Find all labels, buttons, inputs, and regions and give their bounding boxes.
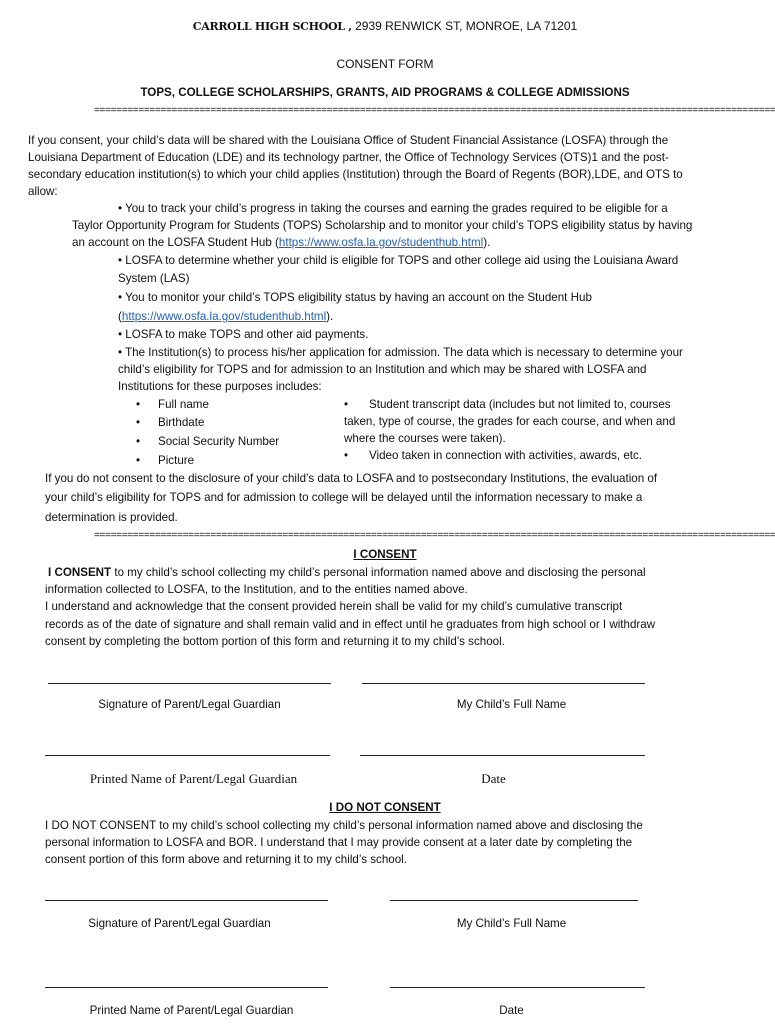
list-item: • (344, 398, 349, 411)
signature-line-child-name-2[interactable] (390, 900, 638, 901)
date-line[interactable] (360, 755, 645, 756)
bullet-losfa-determine-cont: System (LAS) (118, 272, 190, 285)
signature-label-parent-2: Signature of Parent/Legal Guardian (88, 917, 271, 930)
consent-line: I CONSENT to my child’s school collecting my child’s personal information named above and disclosing the personal (48, 566, 646, 579)
printed-name-line-2[interactable] (45, 987, 328, 988)
bullet-track-progress: • You to track your child’s progress in taking the courses and earning the grades required to be eligible for a (118, 202, 668, 215)
studenthub-link[interactable]: https://www.osfa.la.gov/studenthub.html (278, 236, 484, 249)
no-consent-line: personal information to LOSFA and BOR. I understand that I may provide consent at a later date by completing the (45, 836, 633, 849)
note-line: your child’s eligibility for TOPS and for admission to college will be delayed until the information necessary to make a (45, 491, 643, 504)
bullet-aid-payments: • LOSFA to make TOPS and other aid payments. (118, 328, 369, 341)
date-line-2[interactable] (390, 987, 645, 988)
consent-heading: I CONSENT (353, 548, 417, 561)
bullet-institution: • The Institution(s) to process his/her application for admission. The data which is necessary to determine your (118, 346, 683, 359)
signature-label-child-name: My Child’s Full Name (456, 698, 567, 711)
data-item-birthdate: Birthdate (158, 416, 205, 429)
consent-line: information collected to LOSFA, to the Institution, and to the entities named above. (45, 583, 468, 596)
separator-top: =========================================================================================================================== (94, 105, 775, 116)
intro-line: secondary education institution(s) to which your child applies (Institution) through the Board of Regents (BOR),LDE, and OTS to (28, 168, 683, 181)
intro-line: Louisiana Department of Education (LDE) and its technology partner, the Office of Technology Services (OTS)1 and the post- (28, 151, 669, 164)
data-item-transcript-cont: where the courses were taken). (344, 432, 506, 445)
separator-middle: =========================================================================================================================== (94, 530, 775, 541)
bullet-institution-cont: child’s eligibility for TOPS and for admission to an Institution and which may be shared with LOSFA and (118, 363, 647, 376)
signature-label-parent: Signature of Parent/Legal Guardian (98, 698, 281, 711)
bullet-track-progress-end: an account on the LOSFA Student Hub (https://www.osfa.la.gov/studenthub.html). (72, 236, 491, 249)
bullet-institution-cont: Institutions for these purposes includes: (118, 380, 322, 393)
consent-lead: I CONSENT (48, 566, 112, 579)
form-subtitle: TOPS, COLLEGE SCHOLARSHIPS, GRANTS, AID PROGRAMS & COLLEGE ADMISSIONS (140, 86, 630, 99)
note-line: determination is provided. (45, 511, 178, 524)
date-label-2: Date (499, 1004, 524, 1017)
bullet-track-progress-cont: Taylor Opportunity Program for Students (TOPS) Scholarship and to monitor your child’s TOPS eligibility status by having (72, 219, 693, 232)
data-item-transcript-cont: taken, type of course, the grades for each course, and when and (344, 415, 676, 428)
signature-line-parent-2[interactable] (45, 900, 328, 901)
bullet-monitor-status: • You to monitor your child’s TOPS eligibility status by having an account on the Student Hub (118, 291, 592, 304)
studenthub-link-2[interactable]: https://www.osfa.la.gov/studenthub.html (121, 310, 327, 323)
consent-line: consent by completing the bottom portion of this form and returning it to my child’s school. (45, 635, 505, 648)
data-item-full-name: Full name (158, 398, 209, 411)
intro-line: If you consent, your child’s data will be shared with the Louisiana Office of Student Financial Assistance (LOSFA) through the (28, 134, 669, 147)
data-item-picture: Picture (158, 454, 195, 467)
intro-line: allow: (28, 185, 58, 198)
data-item-ssn: Social Security Number (158, 435, 280, 448)
printed-name-line[interactable] (45, 755, 330, 756)
signature-line-child-name[interactable] (362, 683, 645, 684)
no-consent-line: I DO NOT CONSENT to my child’s school collecting my child’s personal information named above and disclosing the (45, 819, 643, 832)
printed-name-label-2: Printed Name of Parent/Legal Guardian (89, 1004, 294, 1017)
school-name: CARROLL HIGH SCHOOL , (192, 20, 352, 33)
list-item: • (136, 454, 141, 467)
school-header (0, 19, 770, 34)
printed-name-label: Printed Name of Parent/Legal Guardian (89, 771, 298, 786)
bullet-losfa-determine: • LOSFA to determine whether your child is eligible for TOPS and other college aid using the Louisiana Award (118, 254, 679, 267)
list-item: • (136, 416, 141, 429)
data-item-video: Video taken in connection with activities, awards, etc. (369, 449, 643, 462)
consent-line: records as of the date of signature and shall remain valid and in effect until he graduates from high school or I withdraw (45, 618, 656, 631)
school-address: 2939 RENWICK ST, MONROE, LA 71201 (351, 19, 578, 33)
data-item-transcript: Student transcript data (includes but not limited to, courses (369, 398, 671, 411)
signature-label-child-name-2: My Child’s Full Name (456, 917, 567, 930)
bullet-monitor-status-link-line: (https://www.osfa.la.gov/studenthub.html). (118, 310, 334, 323)
consent-line: I understand and acknowledge that the consent provided herein shall be valid for my child’s cumulative transcript (45, 600, 623, 613)
list-item: • (136, 435, 141, 448)
note-line: If you do not consent to the disclosure of your child’s data to LOSFA and to postsecondary Institutions, the evaluation of (45, 472, 658, 485)
list-item: • (344, 449, 349, 462)
no-consent-line: consent portion of this form above and returning it to my child’s school. (45, 853, 407, 866)
signature-line-parent[interactable] (48, 683, 331, 684)
list-item: • (136, 398, 141, 411)
date-label: Date (481, 771, 506, 786)
no-consent-heading: I DO NOT CONSENT (329, 801, 441, 814)
form-title: CONSENT FORM (336, 57, 434, 71)
